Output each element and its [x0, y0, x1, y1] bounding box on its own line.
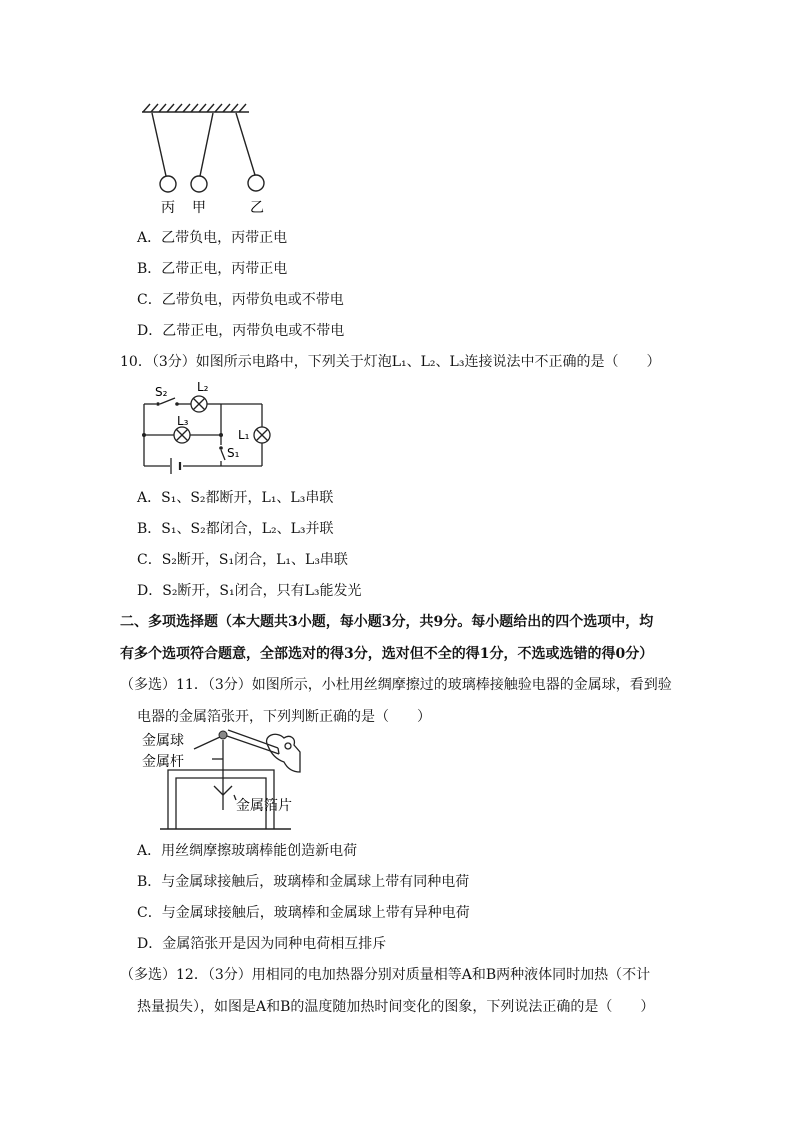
q10-option-d: D．S₂断开，S₁闭合，只有L₃能发光	[137, 583, 362, 599]
label-jia: 甲	[192, 200, 206, 216]
q9-option-c: C．乙带负电，丙带负电或不带电	[137, 292, 344, 308]
label-s2: S₂	[155, 385, 168, 399]
label-l1: L₁	[238, 428, 250, 442]
label-metal-rod: 金属杆	[142, 754, 184, 770]
section2-heading-line2: 有多个选项符合题意，全部选对的得3分，选对但不全的得1分，不选或选错的得0分）	[120, 646, 654, 662]
metal-foil-left	[214, 786, 223, 795]
q10-option-b: B．S₁、S₂都闭合，L₂、L₃并联	[137, 521, 334, 537]
q10-option-a: A．S₁、S₂都断开，L₁、L₃串联	[137, 490, 334, 506]
label-s1: S₁	[227, 446, 240, 460]
label-l3: L₃	[177, 414, 189, 428]
metal-ball	[219, 731, 227, 739]
q9-option-b: B．乙带正电，丙带正电	[137, 261, 288, 277]
q11-option-b: B．与金属球接触后，玻璃棒和金属球上带有同种电荷	[137, 874, 470, 890]
q12-stem-line1: （多选）12．（3分）用相同的电加热器分别对质量相等A和B两种液体同时加热（不计	[120, 967, 651, 983]
q10-option-c: C．S₂断开，S₁闭合，L₁、L₃串联	[137, 552, 348, 568]
label-metal-foil: 金属箔片	[236, 798, 292, 814]
q10-stem: 10．（3分）如图所示电路中，下列关于灯泡L₁、L₂、L₃连接说法中不正确的是（ ）	[120, 354, 661, 370]
q12-stem-line2: 热量损失），如图是A和B的温度随加热时间变化的图象，下列说法正确的是（ ）	[137, 999, 655, 1015]
q9-option-d: D．乙带正电，丙带负电或不带电	[137, 323, 345, 339]
label-yi: 乙	[250, 200, 264, 216]
q11-stem-line2: 电器的金属箔张开，下列判断正确的是（ ）	[137, 709, 431, 725]
metal-foil-right	[223, 786, 232, 795]
q11-option-d: D．金属箔张开是因为同种电荷相互排斥	[137, 936, 387, 952]
q11-stem-line1: （多选）11．（3分）如图所示，小杜用丝绸摩擦过的玻璃棒接触验电器的金属球，看到验	[120, 677, 672, 693]
label-l2: L₂	[197, 380, 209, 394]
section2-heading-line1: 二、多项选择题（本大题共3小题，每小题3分，共9分。每小题给出的四个选项中，均	[120, 614, 654, 630]
q11-option-c: C．与金属球接触后，玻璃棒和金属球上带有异种电荷	[137, 905, 470, 921]
q11-option-a: A．用丝绸摩擦玻璃棒能创造新电荷	[137, 843, 358, 859]
q9-option-a: A．乙带负电，丙带正电	[137, 230, 288, 246]
label-metal-ball: 金属球	[142, 733, 184, 749]
label-bing: 丙	[161, 200, 175, 216]
glass-rod	[227, 730, 279, 754]
hand-icon	[267, 734, 300, 772]
